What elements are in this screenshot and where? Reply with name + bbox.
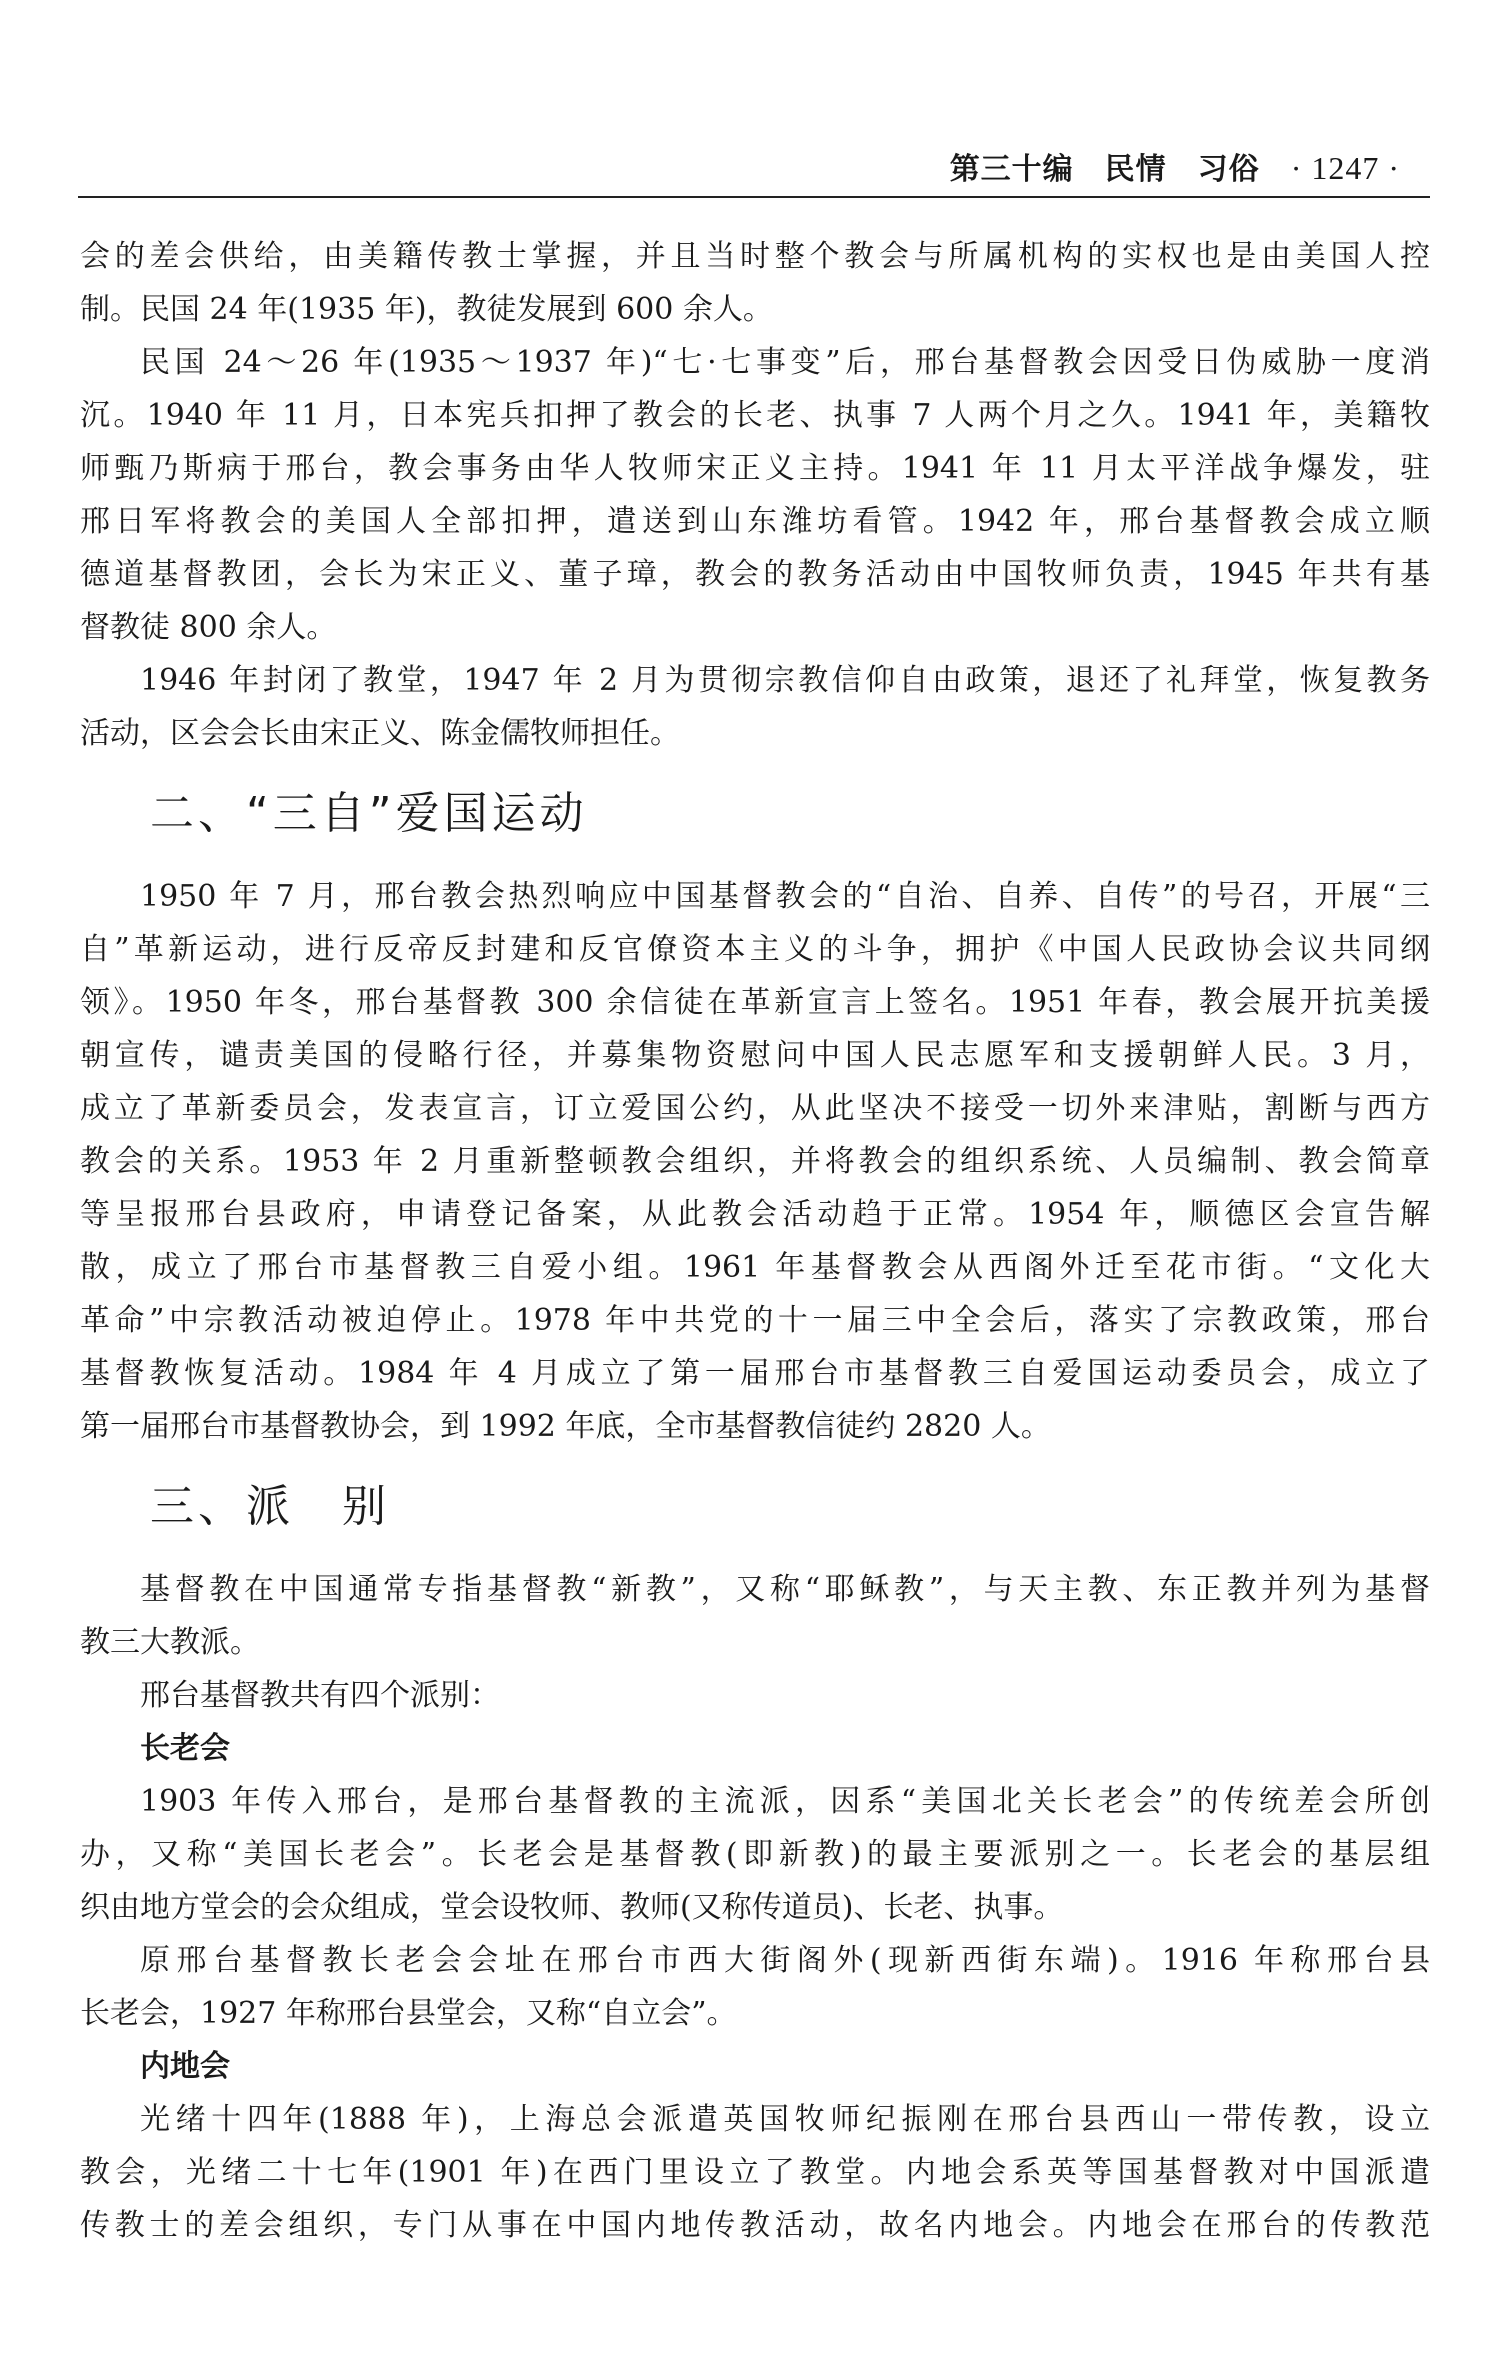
text-line: 德道基督教团，会长为宋正义、董子璋，教会的教务活动由中国牧师负责，1945 年共有基: [80, 557, 1430, 592]
page-body: [80, 230, 1430, 2252]
text-line: 沉。1940 年 11 月，日本宪兵扣押了教会的长老、执事 7 人两个月之久。1941 年，美籍牧: [80, 398, 1430, 433]
section-name: 第三十编 民情 习俗: [949, 152, 1260, 187]
text-line: 成立了革新委员会，发表宣言，订立爱国公约，从此坚决不接受一切外来津贴，割断与西方: [80, 1091, 1430, 1126]
text-line: 织由地方堂会的会众组成，堂会设牧师、教师(又称传道员)、长老、执事。: [80, 1890, 1064, 1925]
text-line: 邢台基督教共有四个派别：: [140, 1678, 500, 1713]
text-line: 等呈报邢台县政府，申请登记备案，从此教会活动趋于正常。1954 年，顺德区会宣告解: [80, 1197, 1430, 1232]
header-section-title: [950, 144, 1400, 188]
sub-heading: 长老会: [140, 1731, 230, 1766]
text-line: 教会的关系。1953 年 2 月重新整顿教会组织，并将教会的组织系统、人员编制、教会简章: [80, 1144, 1430, 1179]
text-line: 活动，区会会长由宋正义、陈金儒牧师担任。: [80, 716, 680, 751]
text-line: 自”革新运动，进行反帝反封建和反官僚资本主义的斗争，拥护《中国人民政协会议共同纲: [80, 932, 1430, 967]
text-line: 散，成立了邢台市基督教三自爱小组。1961 年基督教会从西阁外迁至花市街。“文化大: [80, 1250, 1430, 1285]
text-line: 1903 年传入邢台，是邢台基督教的主流派，因系“美国北关长老会”的传统差会所创: [140, 1784, 1430, 1819]
text-line: 第一届邢台市基督教协会，到 1992 年底，全市基督教信徒约 2820 人。: [80, 1409, 1051, 1444]
text-line: 邢日军将教会的美国人全部扣押，遣送到山东潍坊看管。1942 年，邢台基督教会成立顺: [80, 504, 1430, 539]
text-line: 传教士的差会组织，专门从事在中国内地传教活动，故名内地会。内地会在邢台的传教范: [80, 2208, 1430, 2243]
text-line: 原邢台基督教长老会会址在邢台市西大街阁外(现新西街东端)。1916 年称邢台县: [140, 1943, 1430, 1978]
text-line: 民国 24～26 年(1935～1937 年)“七·七事变”后，邢台基督教会因受日伪威胁一度消: [140, 345, 1430, 380]
text-line: 制。民国 24 年(1935 年)，教徒发展到 600 余人。: [80, 292, 773, 327]
text-line: 1950 年 7 月，邢台教会热烈响应中国基督教会的“自治、自养、自传”的号召，开展“三: [140, 879, 1430, 914]
text-line: 办，又称“美国长老会”。长老会是基督教(即新教)的最主要派别之一。长老会的基层组: [80, 1837, 1430, 1872]
text-line: 光绪十四年(1888 年)，上海总会派遣英国牧师纪振刚在邢台县西山一带传教，设立: [140, 2102, 1430, 2137]
section-heading: 三、派 别: [150, 1481, 390, 1532]
text-line: 教三大教派。: [80, 1625, 260, 1660]
text-line: 1946 年封闭了教堂，1947 年 2 月为贯彻宗教信仰自由政策，退还了礼拜堂，恢复教务: [140, 663, 1430, 698]
page-number: · 1247 ·: [1290, 150, 1400, 186]
text-line: 督教徒 800 余人。: [80, 610, 337, 645]
text-line: 基督教恢复活动。1984 年 4 月成立了第一届邢台市基督教三自爱国运动委员会，成立了: [80, 1356, 1430, 1391]
running-header: [78, 140, 1430, 198]
text-line: 会的差会供给，由美籍传教士掌握，并且当时整个教会与所属机构的实权也是由美国人控: [80, 239, 1430, 274]
text-line: 教会，光绪二十七年(1901 年)在西门里设立了教堂。内地会系英等国基督教对中国派遣: [80, 2155, 1430, 2190]
text-line: 革命”中宗教活动被迫停止。1978 年中共党的十一届三中全会后，落实了宗教政策，邢台: [80, 1303, 1430, 1338]
sub-heading: 内地会: [140, 2049, 230, 2084]
text-line: 领》。1950 年冬，邢台基督教 300 余信徒在革新宣言上签名。1951 年春，教会展开抗美援: [80, 985, 1430, 1020]
section-heading: 二、“三自”爱国运动: [150, 788, 588, 839]
text-line: 师甄乃斯病于邢台，教会事务由华人牧师宋正义主持。1941 年 11 月太平洋战争爆发，驻: [80, 451, 1430, 486]
text-line: 基督教在中国通常专指基督教“新教”，又称“耶稣教”，与天主教、东正教并列为基督: [140, 1572, 1430, 1607]
text-line: 朝宣传，谴责美国的侵略行径，并募集物资慰问中国人民志愿军和支援朝鲜人民。3 月，: [80, 1038, 1430, 1073]
text-line: 长老会，1927 年称邢台县堂会，又称“自立会”。: [80, 1996, 737, 2031]
